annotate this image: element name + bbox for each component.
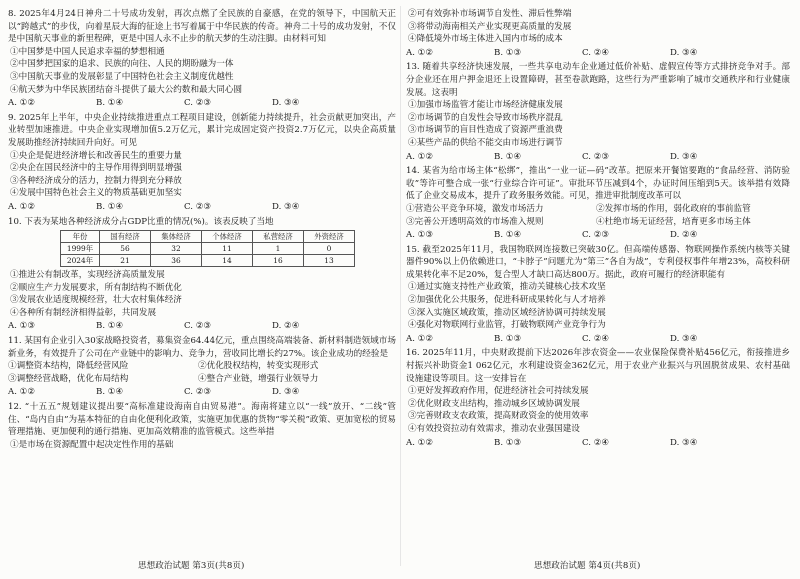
answer-a: A. ①② [406,437,434,448]
answer-b: B. ①④ [494,230,522,241]
table-cell: 0 [304,243,355,255]
table-header: 个体经济 [202,231,253,243]
option-row [406,203,790,216]
answer-b: B. ①④ [96,387,124,398]
answer-c: C. ②④ [582,437,610,448]
page-footer: 思想政治试题 第4页(共8页) [534,561,641,571]
option-row [406,216,790,229]
option: ①更好发挥政府作用，促进经济社会可持续发展 [408,386,589,397]
page-footer: 思想政治试题 第3页(共8页) [138,561,245,571]
answer-choices [8,386,396,399]
answer-b: B. ①③ [494,47,522,58]
answer-choices [406,47,790,60]
table-header: 集体经济 [151,231,202,243]
answer-d: D. ③④ [272,98,300,109]
option: ④有效投资拉动有效需求，推动农业强国建设 [408,424,580,434]
answer-d: D. ③④ [670,151,698,162]
question-15 [406,244,790,346]
question-stem: 9. 2025年上半年，中央企业持续推进重点工程项目建设，创新能力持续提升，社会贡献更加突出，产业转型加速推进。中央企业实现增加值5.2万亿元，累计完成固定资产投资2.7万亿元，以央企高质量发展助推经济持续回升向好。可见 [8,112,396,148]
answer-d: D. ③④ [272,201,300,212]
option: ③中国航天事业的发展彰显了中国特色社会主义制度优越性 [10,71,234,82]
option: ④降低境外市场主体进入国内市场的成本 [408,34,563,45]
option: ①调整资本结构，降低经营风险 [8,361,129,372]
question-stem: 14. 某省为给市场主体“松绑”，推出“一业一证—码”改革。把原来开餐馆要跑的“食品经营、消防验收”等许可整合成一张“行业综合许可证”。审批环节压减到4个，办证时间压缩到5天。该举措有效降低了企业交易成本，提升了政务服务效能。可见，推进审批制度改革可以 [406,166,790,202]
option: ②优化财政支出结构，推动城乡区域协调发展 [408,398,580,409]
table-header: 私营经济 [253,231,304,243]
page-divider [400,6,401,566]
answer-a: A. ①③ [406,230,434,241]
option: ③市场调节的盲目性造成了资源严重浪费 [408,125,563,136]
option: ②发挥市场的作用，弱化政府的事前监管 [596,203,751,214]
answer-choices [8,320,396,333]
question-9 [8,112,396,214]
question-12-continued [406,8,790,59]
option: ①通过实施支持性产业政策，推动关键核心技术攻坚 [408,282,606,293]
answer-a: A. ①② [8,387,36,398]
answer-b: B. ①④ [494,151,522,162]
question-14 [406,165,790,242]
option: ②市场调节的自发性会导致市场秩序混乱 [408,112,563,123]
option: ④某些产品的供给不能交由市场进行调节 [408,137,563,148]
question-stem: 13. 随着共享经济快速发展，一些共享电动车企业通过低价补贴、虚假宣传等方式排挤竞争对手。部分企业还在用户押金退还上设置障碍，甚至卷款跑路，这些行为严重影响了城市交通秩序和行业健康发展。这表明 [406,62,790,98]
answer-b: B. ①④ [96,98,124,109]
option: ②优化股权结构，转变实现形式 [198,361,319,372]
option: ③完善公开透明高效的市场准入规则 [406,216,544,227]
table-cell: 36 [151,255,202,267]
answer-c: C. ②③ [184,321,212,332]
answer-a: A. ①② [406,333,434,344]
answer-a: A. ①② [406,151,434,162]
answer-c: C. ②④ [582,47,610,58]
table-header: 年份 [61,231,100,243]
answer-choices [8,201,396,214]
answer-c: C. ②③ [582,230,610,241]
table-cell: 14 [202,255,253,267]
table-cell: 1999年 [61,243,100,255]
table-cell: 56 [100,243,151,255]
question-stem: 11. 某国有企业引入30家战略投资者，募集资金64.44亿元，重点围绕高端装备、新材料制造领域市场新业务，有效提升了公司在产业链中的影响力、竞争力，营收同比增长约27%。该企业成功的经验是 [8,336,396,359]
answer-d: D. ③④ [670,333,698,344]
table-cell: 21 [100,255,151,267]
question-stem: 16. 2025年11月，中央财政提前下达2026年涉农资金——农业保险保费补贴456亿元，衔接推进乡村振兴补助资金1 062亿元，水利建设资金362亿元，用于农业产业振兴与巩固脱贫成果、农村基础设施建设等项目。这一安排旨在 [406,348,790,384]
table-cell: 2024年 [61,255,100,267]
question-stem: 15. 截至2025年11月，我国物联网连接数已突破30亿。但高端传感器、物联网操作系统内核等关键器件90%以上仍依赖进口，“卡脖子”问题尤为“第三”各自为战”，专利侵权事件年增23%，高校科研成果转化率不足20%，复合型人才缺口高达800万。据此，政府可履行的经济职能有 [406,244,790,280]
question-stem: 12. “十五五”规划建议提出要“高标准建设海南自由贸易港”。海南将建立以“一线”放开、“二线”管住、“岛内自由”为基本特征的自由化便利化政策，实施更加优惠的货物“零关税”政策、更加宽松的贸易管理措施、更加便利的通行措施、更加高效精准的监管模式。这些举措 [8,402,396,438]
answer-choices [8,97,396,110]
table-header: 外资经济 [304,231,355,243]
option: ①是市场在资源配置中起决定性作用的基础 [10,439,174,450]
option: ②可有效弥补市场调节自发性、滞后性弊端 [408,9,572,19]
answer-choices [406,437,790,450]
option: ③将带动海南相关产业实现更高质量的发展 [408,21,572,32]
question-16 [406,347,790,449]
option: ④航天梦为中华民族团结奋斗提供了最大公约数和最大同心圆 [10,84,243,95]
answer-choices [406,229,790,242]
answer-d: D. ②④ [272,321,300,332]
gdp-share-table [60,230,355,267]
answer-b: B. ①③ [494,437,522,448]
question-11 [8,335,396,399]
table-header-row [61,231,355,243]
table-cell: 13 [304,255,355,267]
answer-a: A. ①② [406,47,434,58]
table-cell: 16 [253,255,304,267]
option: ④整合产业链，增强行业领导力 [198,373,319,384]
answer-a: A. ①③ [8,321,36,332]
answer-c: C. ②④ [582,333,610,344]
table-cell: 11 [202,243,253,255]
question-13 [406,61,790,163]
answer-d: D. ②④ [670,230,698,241]
option: ①推进公有制改革，实现经济高质量发展 [10,270,165,281]
answer-c: C. ②③ [184,201,212,212]
answer-choices [406,151,790,164]
option: ①加强市场监管才能让市场经济健康发展 [408,100,563,111]
option: ③完善财政支农政策，提高财政资金的使用效率 [408,411,589,422]
answer-choices [406,333,790,346]
option: ①中国梦是中国人民追求幸福的梦想相通 [10,46,165,57]
page-3-column [8,8,396,451]
option-row [8,373,396,386]
option: ④各种所有制经济相得益彰，共同发展 [10,307,157,318]
answer-a: A. ①② [8,201,36,212]
table-cell: 1 [253,243,304,255]
answer-b: B. ①③ [494,333,522,344]
answer-c: C. ②③ [184,387,212,398]
option: ②央企在国民经济中的主导作用得到明显增强 [10,163,182,174]
option: ④杜绝市场无证经营，培育更多市场主体 [596,216,751,227]
table-cell: 32 [151,243,202,255]
question-stem: 8. 2025年4月24日神舟二十号成功发射，再次点燃了全民族的自豪感，在党的领导下，中国航天正以“跨越式”的步伐，向着星辰大海的征途上书写着属于中华民族的传奇。神舟二十号的成功发射，不仅是中国航天事业的新里程碑，更是中国人永不止步的航天梦的生动注脚。由材料可知 [8,9,396,45]
answer-d: D. ③④ [272,387,300,398]
question-10 [8,216,396,334]
answer-c: C. ②③ [582,151,610,162]
question-8 [8,8,396,110]
option: ①央企是促进经济增长和改善民生的重要力量 [10,150,182,161]
option: ①营造公平竞争环境，激发市场活力 [406,203,544,214]
option: ③调整经营战略，优化布局结构 [8,373,129,384]
option: ④发展中国特色社会主义的物质基础更加坚实 [10,188,182,199]
table-row [61,255,355,267]
answer-d: D. ③④ [670,437,698,448]
answer-b: B. ①④ [96,201,124,212]
option: ②顺应生产力发展要求，所有制结构不断优化 [10,282,182,293]
question-12 [8,401,396,451]
option: ④强化对物联网行业监管，打破物联网产业竞争行为 [408,320,606,331]
page-4-column [406,8,790,451]
table-row [61,243,355,255]
table-header: 国有经济 [100,231,151,243]
option: ②加强优化公共服务，促进科研成果转化与人才培养 [408,295,606,306]
option: ③各种经济成分的活力，控制力得到充分释放 [10,175,182,186]
option-row [8,360,396,373]
answer-d: D. ③④ [670,47,698,58]
answer-b: B. ①④ [96,321,124,332]
option: ③发展农业适度规模经营，壮大农村集体经济 [10,295,182,306]
option: ②中国梦把国家的追求、民族的向往、人民的期盼融为一体 [10,59,234,70]
option: ③深入实施区域政策，推动区域经济协调可持续发展 [408,307,606,318]
answer-c: C. ②③ [184,98,212,109]
answer-a: A. ①② [8,98,36,109]
question-stem: 10. 下表为某地各种经济成分占GDP比重的情况(%)。该表反映了当地 [8,216,274,227]
